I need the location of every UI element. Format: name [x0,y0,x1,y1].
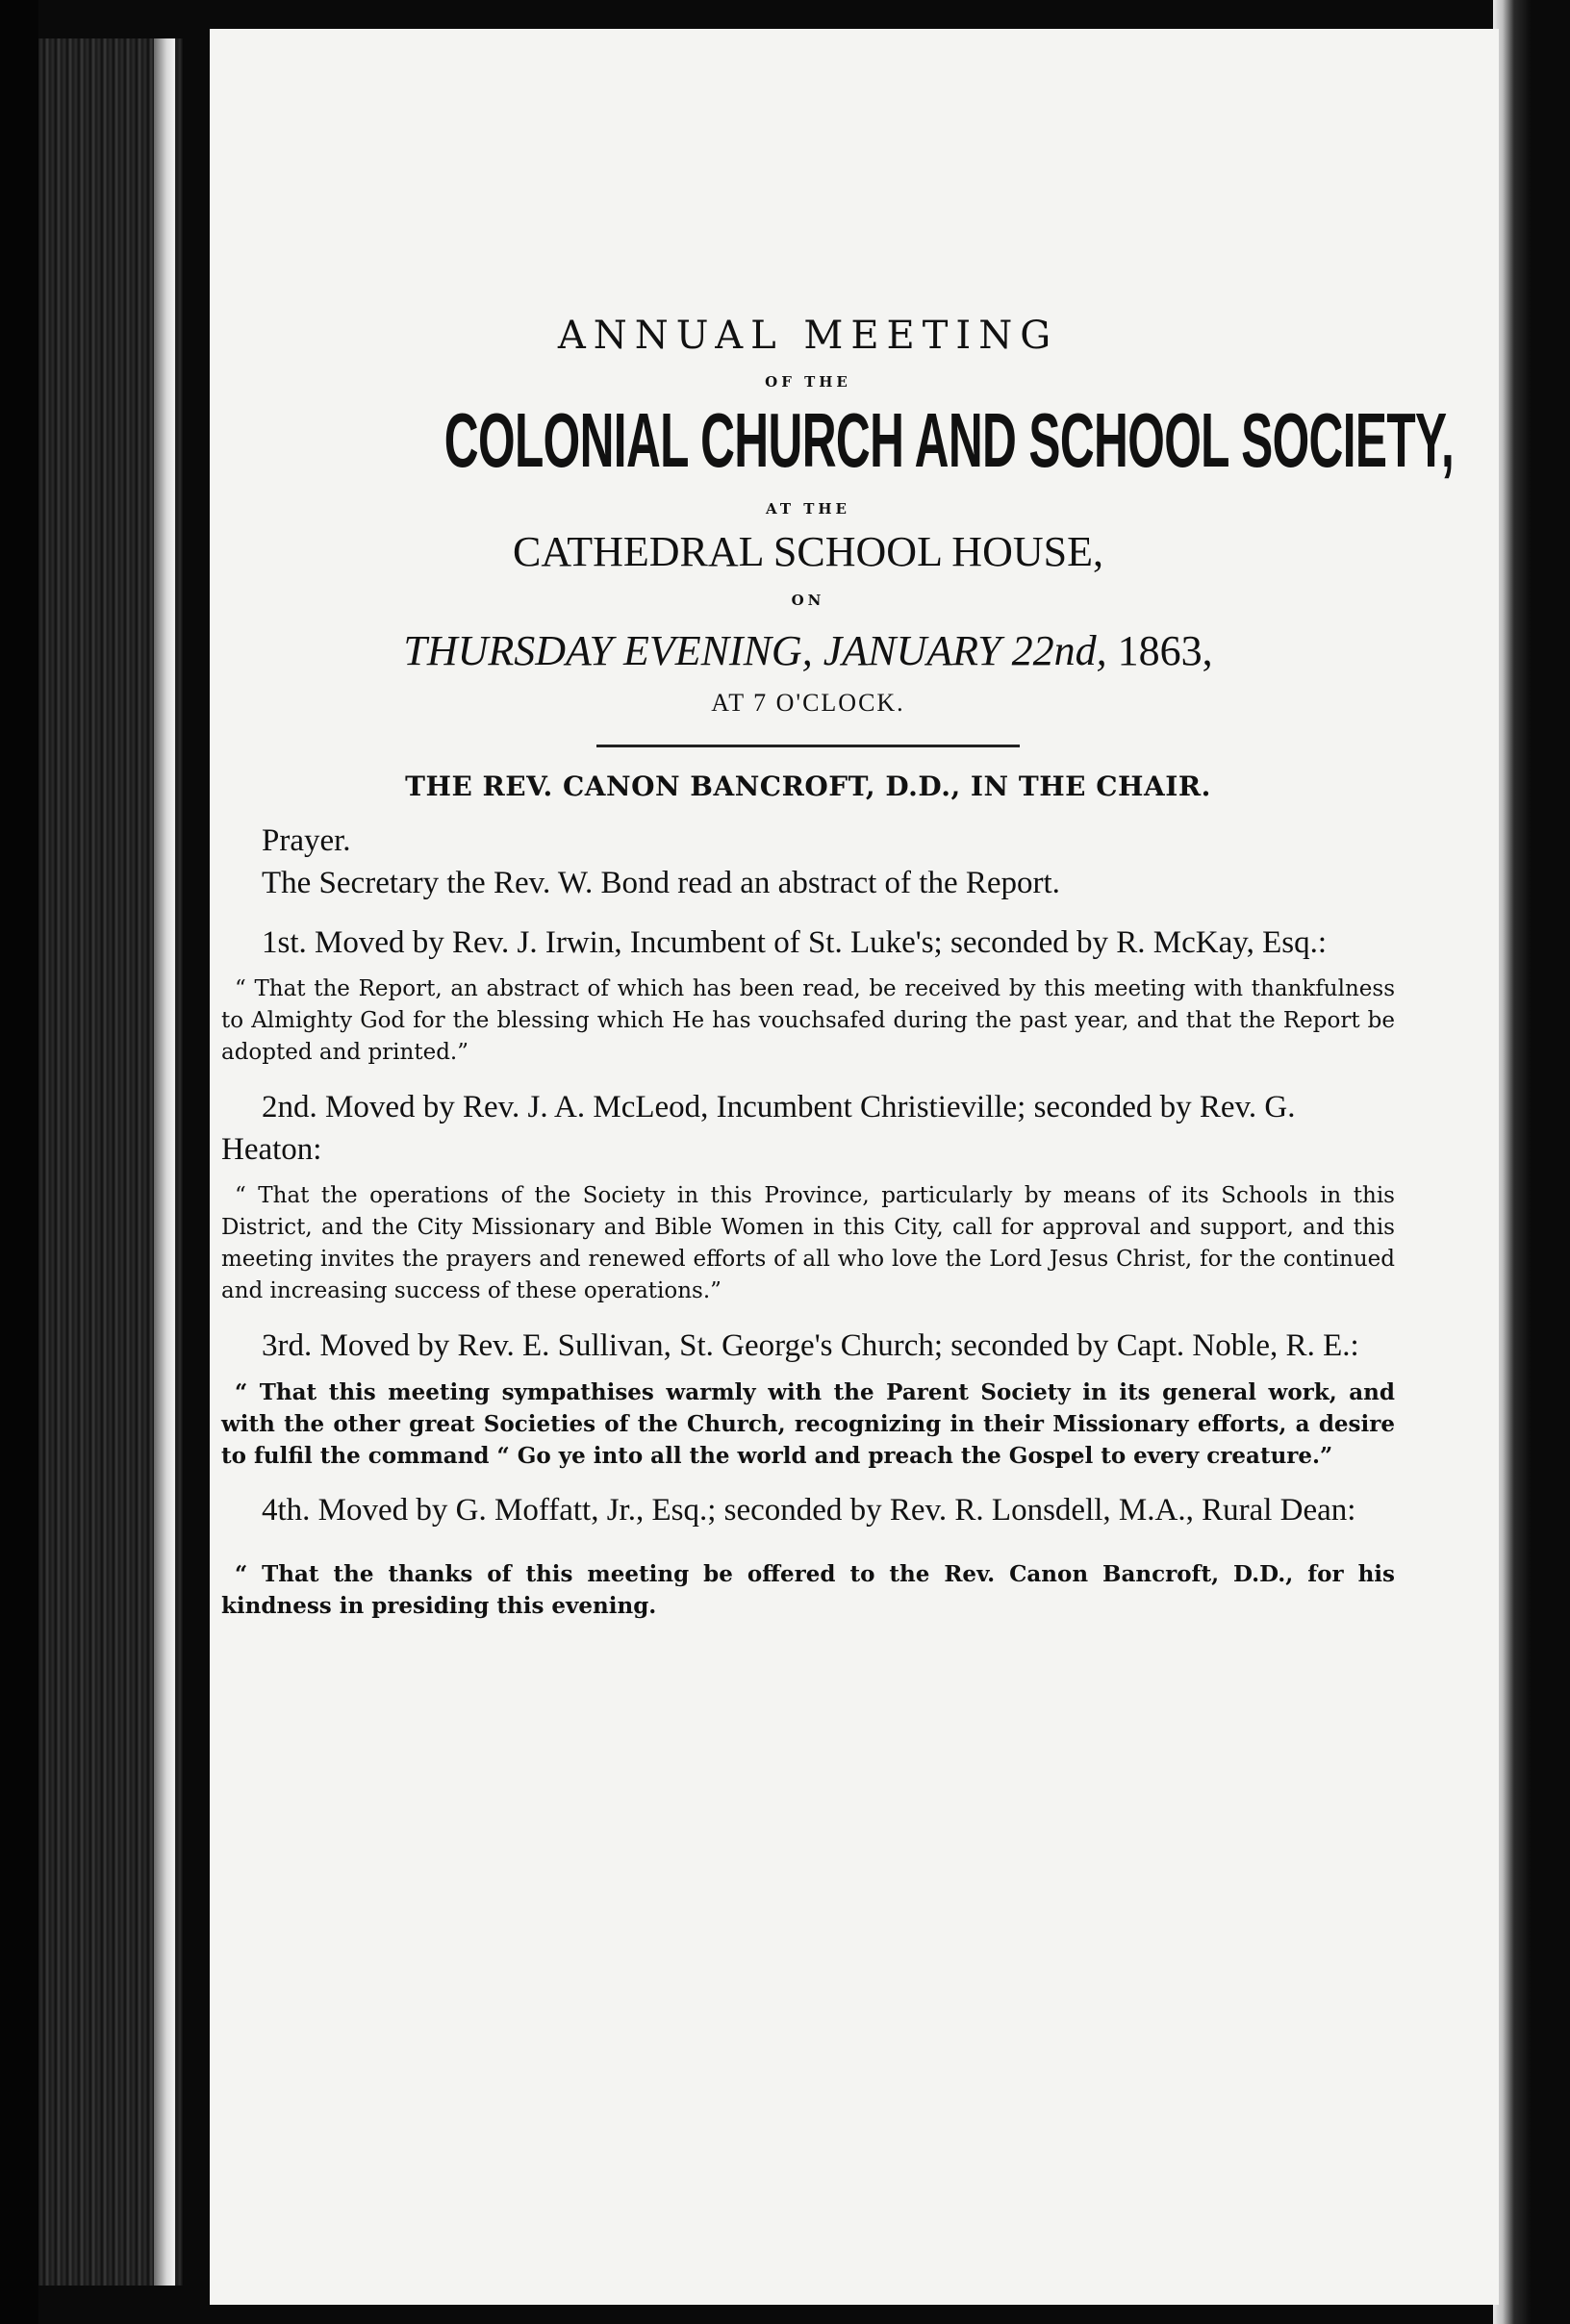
divider-rule [596,745,1020,747]
at-the-line: AT THE [766,500,850,518]
secretary-line: The Secretary the Rev. W. Bond read an abstract of the Report. [262,866,1060,900]
motion-2-moved: 2nd. Moved by Rev. J. A. McLeod, Incumbent Christieville; seconded by Rev. G. Heaton: [221,1090,1296,1167]
book-page-edges [38,38,183,2286]
title-annual-meeting: ANNUAL MEETING [557,314,1059,358]
of-the-line: OF THE [765,373,851,391]
motion-4-moved: 4th. Moved by G. Moffatt, Jr., Esq.; seconded by Rev. R. Lonsdell, M.A., Rural Dean: [262,1493,1356,1528]
meeting-date [221,626,1395,675]
motion-4-resolution: “ That the thanks of this meeting be offered to the Rev. Canon Bancroft, D.D., for his kindness in presiding this evening. [221,1561,1395,1619]
society-name: COLONIAL CHURCH AND SCHOOL SOCIETY, [443,397,1455,483]
motion-3-moved: 3rd. Moved by Rev. E. Sullivan, St. George's Church; seconded by Capt. Noble, R. E.: [262,1328,1359,1363]
book-spine-shadow [0,0,38,2324]
document-content [221,289,1455,1639]
meeting-location: CATHEDRAL SCHOOL HOUSE, [513,528,1103,575]
meeting-time: AT 7 O'CLOCK. [711,689,905,717]
on-line: ON [791,592,825,609]
motion-1-resolution: “ That the Report, an abstract of which has been read, be received by this meeting with thankfulness to Almighty God for the blessing which He has vouchsafed during the past year, and that the Report be adopted and printed.” [221,976,1395,1065]
prayer-line: Prayer. [262,823,351,858]
motion-1-moved: 1st. Moved by Rev. J. Irwin, Incumbent of St. Luke's; seconded by R. McKay, Esq.: [262,925,1328,960]
chair-statement: THE REV. CANON BANCROFT, D.D., IN THE CHAIR. [405,770,1211,802]
book-right-edge [1493,0,1570,2324]
meeting-year: 1863, [1117,627,1213,674]
motion-2-resolution: “ That the operations of the Society in this Province, particularly by means of its Schools in this District, and the City Missionary and Bible Women in this City, call for approval and support, and this meeting invites the prayers and renewed efforts of all who love the Lord Jesus Christ, for the continued and increasing success of these operations.” [221,1183,1395,1303]
motion-3-resolution: “ That this meeting sympathises warmly with the Parent Society in its general work, and with the other great Societies of the Church, recognizing in their Missionary efforts, a desire to fulfil the command “ Go ye into all the world and preach the Gospel to every creature.” [221,1379,1395,1469]
meeting-date-text: THURSDAY EVENING, JANUARY 22nd, [403,627,1107,674]
